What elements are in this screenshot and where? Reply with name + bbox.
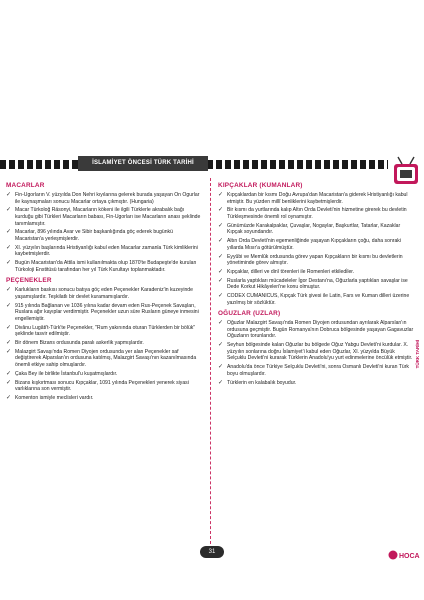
right-column xyxy=(218,182,414,390)
checkmark-icon: ✓ xyxy=(218,192,224,198)
section-heading-pecenekler: PEÇENEKLER xyxy=(6,277,52,285)
logo-mark-icon xyxy=(388,549,420,561)
checkmark-icon: ✓ xyxy=(6,192,12,198)
checkmark-icon: ✓ xyxy=(6,302,12,309)
section-heading-kipcaklar: KIPÇAKLAR (KUMANLAR) xyxy=(218,182,303,189)
header-title: İSLAMİYET ÖNCESİ TÜRK TARİHİ xyxy=(78,156,208,171)
list-item: ✓ Karlukların baskısı sonucu batıya göç eden Peçenekler Karadeniz'in kuzeyinde yaşamışlardır. Teşkilatlı bir devlet kuramamışlardır. xyxy=(6,287,193,300)
checkmark-icon: ✓ xyxy=(218,277,224,284)
checkmark-icon: ✓ xyxy=(6,229,12,236)
list-item: ✓ XI. yüzyılın başlarında Hristiyanlığı kabul eden Macarlar zamanla Türk kimliklerini kaybetmişlerdir. xyxy=(6,244,198,258)
list-item: ✓ Bir dönem Bizans ordusunda paralı askerlik yapmışlardır. xyxy=(6,340,144,346)
kipcaklar-list xyxy=(218,192,414,306)
page-content xyxy=(0,182,424,527)
checkmark-icon: ✓ xyxy=(6,287,12,294)
checkmark-icon: ✓ xyxy=(6,207,12,214)
checkmark-icon: ✓ xyxy=(218,342,224,349)
checkmark-icon: ✓ xyxy=(218,379,224,386)
checkmark-icon: ✓ xyxy=(6,394,12,401)
checkmark-icon: ✓ xyxy=(218,293,224,300)
list-item: ✓ Günümüzde Karakalpaklar, Çuvaşlar, Nogaylar, Başkurtlar, Tatarlar, Kazaklar Kıpçak soyundandır. xyxy=(218,222,401,236)
macarlar-list xyxy=(6,192,203,273)
list-item: ✓ Seyhun bölgesinde kalan Oğuzlar bu bölgede Oğuz Yabgu Devleti'ni kurdular. X. yüzyılın sonlarına doğru İslamiyet'i kabul eden Oğuzlar, XI. yüzyılda Büyük Selçuklu Devleti'ni kurarak Türklerin Anadolu'yu yurt edinmelerine öncülük etmiştir. xyxy=(218,342,413,362)
checkmark-icon: ✓ xyxy=(6,324,12,331)
list-item: ✓ Bizans kışkırtması sonucu Kıpçaklar, 1091 yılında Peçenekleri yenerek siyasi varlıklarına son vermiştir. xyxy=(6,379,189,393)
section-heading-oguzlar: OĞUZLAR (UZLAR) xyxy=(218,310,281,318)
checkmark-icon: ✓ xyxy=(6,244,12,251)
list-item: ✓ Divânu Lugâti't-Türk'te Peçenekler, "Rum yakınında oturan Türklerden bir bölük" şeklinde tasvir edilmiştir. xyxy=(6,324,196,338)
checkmark-icon: ✓ xyxy=(6,260,12,267)
checkmark-icon: ✓ xyxy=(218,207,224,214)
list-item: ✓ 915 yılında Bağlanan ve 1036 yılına kadar devam eden Rus-Peçenek Savaşları, Ruslara ağır kayıplar verdirmiştir. Peçenekler uzun süre Rusların güneye inmesini engellemiştir. xyxy=(6,302,199,322)
list-item: ✓ Bugün Macaristan'da Attila ismi kullanılmakta olup 1870'te Budapeşte'de kurulan Türkoloji Enstitüsü tarafından her yıl Türk Kurultayı toplanmaktadır. xyxy=(6,260,197,273)
checkmark-icon: ✓ xyxy=(218,364,224,371)
svg-text:HOCA: HOCA xyxy=(399,553,420,560)
list-item: ✓ Ruslarla yaptıkları mücadeleler İgor Destanı'na, Oğuzlarla yaptıkları savaşlar ise Dede Korkut Hikâyeleri'ne konu olmuştur. xyxy=(218,277,408,291)
list-item: ✓ Kıpçaklardan bir kısmı Doğu Avrupa'dan Macaristan'a giderek Hristiyanlığı kabul etmiştir. Bu yüzden millî benliklerini kaybetmişlerdir. xyxy=(218,192,408,205)
side-tab-label: TÜRK TARİHİ xyxy=(415,340,420,369)
page-number: 31 xyxy=(200,546,224,558)
list-item: ✓ Macarlar, 896 yılında Avar ve Sibir başkanlığında göç ederek bugünkü Macaristan'a yerleşmişlerdir. xyxy=(6,229,173,242)
checkmark-icon: ✓ xyxy=(218,238,224,245)
checkmark-icon: ✓ xyxy=(218,222,224,229)
checkmark-icon: ✓ xyxy=(218,320,224,327)
pecenekler-list xyxy=(6,287,203,401)
list-item: ✓ Anadolu'da önce Türkiye Selçuklu Devleti'ni, sonra Osmanlı Devleti'ni kuran Türk boyu olmuşlardır. xyxy=(218,364,409,377)
checkmark-icon: ✓ xyxy=(6,379,12,386)
list-item: ✓ Bir kısmı da yurtlarında kalıp Altın Orda Devleti'nin hizmetine girerek bu devletin Türkleşmesinde önemli rol oynamıştır. xyxy=(218,207,407,220)
list-item: ✓ Macar Türkoloğ Räsonyi, Macarların kökeni ile ilgili Türklerle akrabalık bağı kurduğu gibi Türkleri Macarların babası, Fin-Ugorları ise Macarların anası şeklinde tanımlamıştır. xyxy=(6,207,201,227)
list-item: ✓ Türklerin en kalabalık boyudur. xyxy=(218,379,297,386)
checkmark-icon: ✓ xyxy=(6,348,12,355)
list-item: ✓ Komenton ismiyle meclisleri vardır. xyxy=(6,394,94,401)
checkmark-icon: ✓ xyxy=(6,340,12,346)
left-column xyxy=(6,182,203,406)
list-item: ✓ CODEX CUMANICUS, Kıpçak Türk şivesi ile Latin, Fars ve Kuman dilleri üzerine yazılmış bir sözlüktür. xyxy=(218,293,410,306)
checkmark-icon: ✓ xyxy=(6,370,12,377)
section-heading-macarlar: MACARLAR xyxy=(6,182,45,189)
list-item: ✓ Altın Orda Devleti'nin egemenliğinde yaşayan Kıpçakların çoğu, daha sonraki yıllarda Mısır'a götürülmüştür. xyxy=(218,238,401,251)
checkmark-icon: ✓ xyxy=(218,268,224,275)
checkmark-icon: ✓ xyxy=(218,253,224,260)
list-item: ✓ Çaka Bey ile birlikte İstanbul'u kuşatmışlardır. xyxy=(6,370,118,377)
list-item: ✓ Fin-Ugorların V. yüzyılda Don Nehri kıyılarına gelerek burada yaşayan On Ogurlar ile kaynaşmaları sonucu Macarlar ortaya çıkmıştır. (Hungaria) xyxy=(6,192,200,205)
page-header xyxy=(0,152,424,176)
list-item: ✓ Oğuzlar Malazgirt Savaşı'nda Romen Diyojen ordusundan ayrılarak Alparslan'ın ordusuna geçmiştir. Bugün Romanya'nın Dobruca bölgesinde yaşayan Gagavuzlar Oğuzların torunlarıdır. xyxy=(218,320,414,340)
side-tab xyxy=(414,330,424,430)
publisher-logo xyxy=(388,548,420,560)
oguzlar-list xyxy=(218,320,414,386)
list-item: ✓ Kıpçaklar, dilleri ve dinî törenleri ile Romenleri etkiledi̇ler. xyxy=(218,268,355,275)
list-item: ✓ Eyyûbi ve Memlûk ordusunda görev yapan Kıpçakların bir kısmı bu devletlerin yönetiminde görev almıştır. xyxy=(218,253,403,267)
list-item: ✓ Malazgirt Savaşı'nda Romen Diyojen ordusunda yer alan Peçenekler saf değiştirerek Alparslan'ın ordusuna katılmış, Malazgirt Savaşı'nın kazanılmasında önemli etkiye sahip olmuşlardır. xyxy=(6,348,197,368)
